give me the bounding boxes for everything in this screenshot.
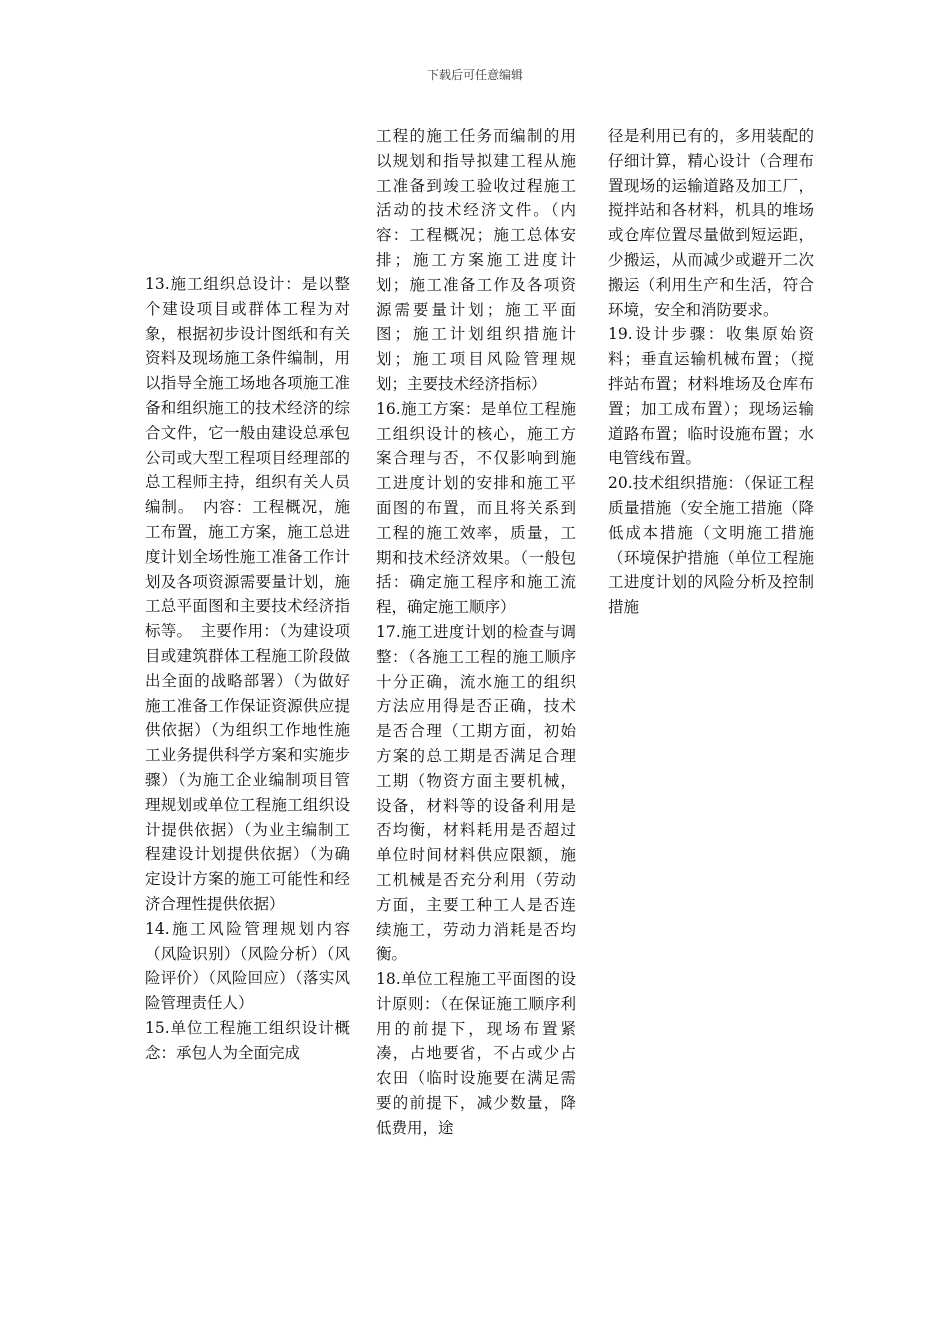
- page-header: 下载后可任意编辑: [426, 68, 523, 82]
- paragraph-20: 20.技术组织措施：（保证工程质量措施（安全施工措施（降低成本措施（文明施工措施（环境保护措施（单位工程施工进度计划的风险分析及控制措施: [608, 474, 814, 617]
- text-column-3: [608, 124, 814, 620]
- paragraph-13: 13.施工组织总设计：是以整个建设项目或群体工程为对象，根据初步设计图纸和有关资料及现场施工条件编制，用以指导全施工场地各项施工准备和组织施工的技术经济的综合文件，它一般由建设总承包公司或大型工程项目经理部的总工程师主持，组织有关人员编制。 内容：工程概况，施工布置，施工方案，施工总进度计划全场性施工准备工作计划及各项资源需要量计划，施工总平面图和主要技术经济指标等。 主要作用：（为建设项目或建筑群体工程施工阶段做出全面的战略部署）（为做好施工准备工作保证资源供应提供依据）（为组织工作地性施工业务提供科学方案和实施步骤）（为施工企业编制项目管理规划或单位工程施工组织设计提供依据）（为业主编制工程建设计划提供依据）（为确定设计方案的施工可能性和经济合理性提供依据）: [145, 275, 350, 913]
- text-column-1: [145, 272, 350, 1066]
- paragraph-17: 17.施工进度计划的检查与调整：（各施工工程的施工顺序十分正确，流水施工的组织方法应用得是否正确，技术是否合理（工期方面，初始方案的总工期是否满足合理工期（物资方面主要机械，设备，材料等的设备利用是否均衡，材料耗用是否超过单位时间材料供应限额，施工机械是否充分利用（劳动方面，主要工种工人是否连续施工，劳动力消耗是否均衡。: [376, 622, 576, 964]
- paragraph-16: 16.施工方案：是单位工程施工组织设计的核心，施工方案合理与否，不仅影响到施工进度计划的安排和施工平面图的布置，而且将关系到工程的施工效率，质量，工期和技术经济效果。（一般包括：确定施工程序和施工流程，确定施工顺序）: [376, 399, 576, 617]
- paragraph-18: 18.单位工程施工平面图的设计原则：（在保证施工顺序利用的前提下，现场布置紧凑，占地要省，不占或少占农田（临时设施要在满足需要的前提下，减少数量，降低费用，途: [376, 970, 576, 1137]
- paragraph-18-continued: 径是利用已有的，多用装配的仔细计算，精心设计（合理布置现场的运输道路及加工厂，搅拌站和各材料，机具的堆场或仓库位置尽量做到短运距，少搬运，从而减少或避开二次搬运（利用生产和生活，符合环境，安全和消防要求。: [608, 127, 814, 319]
- paragraph-19: 19.设计步骤：收集原始资料；垂直运输机械布置；（搅拌站布置；材料堆场及仓库布置；加工成布置）；现场运输道路布置；临时设施布置；水电管线布置。: [608, 325, 814, 468]
- paragraph-15-continued: 工程的施工任务而编制的用以规划和指导拟建工程从施工准备到竣工验收过程施工活动的技术经济文件。（内容：工程概况；施工总体安排；施工方案施工进度计划；施工准备工作及各项资源需要量计划；施工平面图；施工计划组织措施计划；施工项目风险管理规划；主要技术经济指标）: [376, 127, 576, 393]
- text-column-2: [376, 124, 576, 1141]
- paragraph-15: 15.单位工程施工组织设计概念：承包人为全面完成: [145, 1018, 350, 1062]
- paragraph-14: 14.施工风险管理规划内容（风险识别）（风险分析）（风险评价）（风险回应）（落实风险管理责任人）: [145, 919, 350, 1013]
